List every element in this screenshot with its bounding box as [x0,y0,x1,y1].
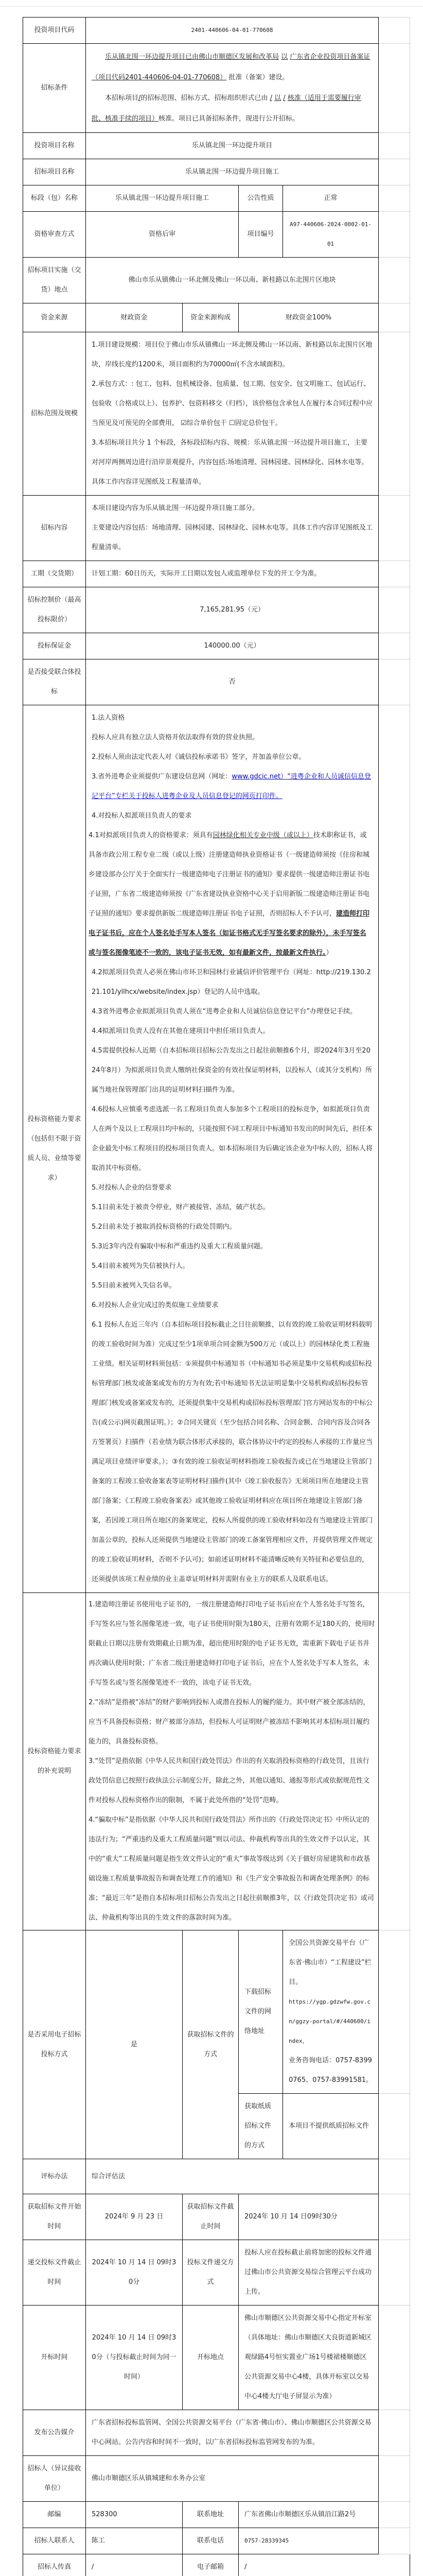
composition-value: 财政资金100% [239,303,379,332]
place-value: 佛山市顺德区公共资源交易中心指定开标室（具体地址：佛山市顺德区大良街道新城区观绿路4号恒实置业广场1号楼裙楼顺德区公共资源交易中心4楼，具体开标室以交易中心4楼大厅电子屏显示为准） [239,2306,379,2410]
row-control-price [23,587,410,633]
label: 是否接受联合体投标 [23,659,86,705]
row-electronic-download [23,1930,410,2094]
row-qualification-supplement [23,1593,410,1930]
download-value: 全国公共资源交易平台（广东省·佛山市）“工程建设”栏目。 https://ygp.gdzwfw.gov.cn/ggzy-portal/#/440600/index， 业务咨询电话：0757-83990765、0757-83991581。 [283,1930,379,2094]
label: 招标人传真 [23,2554,86,2576]
row-tenderer-contact [23,2528,410,2554]
label: 获取招标文件开始时间 [23,2194,86,2240]
value: 1.法人资格 投标人应具有独立法人资格并依法取得有效的营业执照。 2.投标人须由法定代表人对《诚信投标承诺书》签字，并加盖单位公章。 3.省外进粤企业须提供广东建设信息网（网址：www.gdcic.net）“进粤企业和人员诚信信息登记平台”专栏关于投标人进粤企业及人员信息登记的网页打印件。 4.对投标人拟派项目负责人的要求 4.1对拟派项目负责人的资格要求：须具有园林绿化相关专业中级（或以上）技术职称证书，或具备市政公用工程专业二级（或以上级）注册建造师执业资格证书（一级建造师须按《住房和城乡建设部办公厅关于全面实行一级建造师电子注册证书的通知》要求提供一级建造师注册证书电子证照，广东省二级建造师须按《广东省建设执业资格中心关于启用新版二级建造师注册证书电子证照的通知》要求提供新版二级建造师注册证书电子证照，否则招标人不予认可，建造师打印电子证书后，应在个人签名处手写本人签名（如证书格式无手写签名要求的除外），未手写签名或与签名图像笔迹不一致的，该电子证书无效，如有最新文件，按最新文件执行。） 4.2拟派项目负责人必须在佛山市环卫和园林行业诚信评价管理平台（网址：http://219.130.221.101/yllhcx/website/index.jsp）登记的人员中选取。 4.3省外进粤企业拟派项目负责人须在“进粤企业和人员诚信信息登记平台”办理登记手续。 4.4拟派项目负责人没有在其他在建项目中担任项目负责人。 4.5需提供投标人近期（自本招标项目招标公告发出之日起往前顺推6个月，即2024年3月至2024年8月）为拟派项目负责人缴纳社保资金的有效社保证明材料，以投标人（或其分支机构）所属当地社保管理部门出具的证明材料扫描件为准。 4.6投标人应慎重考虑选派一名工程项目负责人参加多个工程项目的投标竞争，如拟派项目负责人在两个及以上工程项目均中标的，只能按照不同工程项目中标通知书发出的时间先后，担任本企业最先中标工程项目的投标项目负责人。如本招标项目为后确定该企业为中标人的，招标人将取消其中标资格。 5.对投标人企业的信誉要求 5.1目前未处于被责令停业，财产被接管、冻结，破产状态。 5.2目前未处于被取消投标资格的行政处罚期内。 5.3近3年内没有骗取中标和严重违约及重大工程质量问题。 5.4目前未被列为失信被执行人。 5.5目前未被列入失信名单。 6.对投标人企业完成过的类似施工业绩要求 6.1 投标人在近三年内（自本招标项目投标截止之日往前顺推，以有效的竣工验收证明材料载明的竣工验收时间为准）完成过至少1项单项合同金额为500万元（或以上）的园林绿化类工程施工业绩。相关证明材料须包括：①须提供中标通知书（中标通知书必须是集中交易机构或招标投标管理部门核发或备案或发布的方为有效;若中标通知书无法证明是集中交易机构或招标投标管理部门核发或备案或发布的，还须提供集中交易机构或招标投标管理部门官方网站发布的中标公告(或公示)网页截图证明。）；②合同关键页（至少包括合同名称、合同金额、合同内容及合同各方签署页）扫描件（若业绩为联合体形式承接的，联合体协议中约定的投标人承接的工作量应当满足项目业绩评审要求。）；③有效的竣工验收证明材料指竣工验收报告或已在当地建设主管部门备案的工程竣工验收备案表等证明材料扫描件(其中《竣工验收报告》无须项目所在地建设主管部门备案；《工程竣工验收备案表》或其他竣工验收证明材料应在项目所在地建设主管部门备案，若因竣工项目所在地区的备案规定，投标人所提供的竣工验收材料如没有当地建设主管部门加盖公章的，投标人还须提供当地建设主管部门的竣工备案管理相应文件，并提供管理文件规定的竣工验收证明材料，否则不予认可)；如前述证明材料不能清晰反映有关特征和必要信息的，还须提供该项工程业绩的业主盖章证明材料并需附有业主方的联系人及联系电话。 [86,705,379,1593]
row-bid-bond [23,633,410,659]
paper-value: 本项目不提供纸质招标文件 [283,2094,379,2159]
label: 招标内容 [23,496,86,561]
value: 1.项目建设规模：项目位于佛山市乐从镇佛山一环北侧及佛山一环以南、新桂路以东北围片区地块，岸线长度约1200米，项目面积约为70000㎡(不含水域面积)。 2.承包方式：: 包工、包料、包机械设备、包质量、包工期、包安全、包文明施工、包试运行、包验收（合格或以上）、包养护、包资料移交（归档），该价格包含承包人在履行本合同过程中应当预见及可预见的全部费用， ☑综合单价包干 ☐固定总价包干。 3.本招标项目共分 1 个标段，各标段招标内容、规模：乐从镇北围一环边提升项目施工，主要对河岸两侧周边进行沿岸景观提升，内容包括:场地清理、园林园建、园林绿化、园林水电等。具体工作内容详见图纸及工程量清单。 [86,332,379,496]
label: 是否采用电子招标投标方式 [23,1930,86,2159]
row-tenderer-postcode [23,2502,410,2528]
value: / [86,2554,183,2576]
label: 投资项目名称 [23,133,86,159]
value: 综合评估法 [86,2159,379,2194]
label: 投标资格能力要求的补充说明 [23,1593,86,1930]
label: 标段（包）名称 [23,185,86,212]
phone-label: 联系电话 [183,2528,239,2554]
value: 2024年 9 月 23 日 [86,2194,183,2240]
row-tenderer [23,2456,410,2502]
gdcic-link[interactable]: www.gdcic.net）“进粤企业和人员诚信信息登记平台”专栏关于投标人进粤企业及人员信息登记的网页打印件。 [92,773,371,800]
row-consortium [23,659,410,705]
addr-value: 广东省佛山市顺德区乐从镇沿江路2号 [239,2502,379,2528]
value: 乐从镇北围一环边提升项目 [86,133,379,159]
row-funding [23,303,410,332]
value: 财政资金 [86,303,183,332]
portal-url[interactable]: https://ygp.gdzwfw.gov.cn/ggzy-portal/#/440600/index， [289,1998,371,2044]
label: 评标办法 [23,2159,86,2194]
label: 开标时间 [23,2306,86,2410]
nature-value: 正常 [283,185,379,212]
label: 招标条件 [23,44,86,133]
value: 本项目建设内容为乐从镇北围一环边提升项目施工部分。 主要建设内容包括：场地清理、园林园建、园林绿化、园林水电等。具体工作内容详见图纸及工程量清单。 [86,496,379,561]
label: 资金来源 [23,303,86,332]
row-opening [23,2306,410,2410]
value: 1.建造师注册证书使用电子证书的，一级注册建造师打印电子证书后应在个人签名处手写签名，手写签名应与签名图像笔迹一致，电子证书使用时限为180天，注册有效期不足180天的，使用时限截止日期以注册有效期截止日期为准，超出使用时限的电子证书无效，需重新下载电子证书并再次确认使用时限；广东省二级注册建造师打印电子证书后，应在个人签名处手写本人签名，未手写签名或与签名图像笔迹不一致的，该电子证书无效。 2.“冻结”是指被“冻结”的财产影响到投标人或潜在投标人的履约能力。其中财产被全部冻结的，应当不具备投标资格；财产被部分冻结，但投标人可证明财产被冻结不影响其对本招标项目履约能力的，具备投标资格。 3.“处罚”是指依据《中华人民共和国行政处罚法》作出的有关取消投标资格的行政处罚，且该行政处罚信息已按照行政执法公示制度公开，除此之外，其他以通知、通报等形式或依据规范性文件对投标人投标资格作出的限制，不属于此处所指的“处罚”范畴。 4.“骗取中标”是指依据《中华人民共和国行政处罚法》所作出的《行政处罚决定书》中所认定的违法行为；“严重违约及重大工程质量问题”则以司法、仲裁机构等出具的生效文件予以认定，其中的“重大”工程质量问题是指生效文件认定的“重大”事故等级达到《关于做好房屋建筑和市政基础设施工程质量事故报告和调查处理工作的通知》和《生产安全事故报告和调查处理条例》的标准；“最近三年”是指自本招标项目招标公告发出之日起往前顺推3年，以《行政处罚决定书》或司法、仲裁机构等出具的生效文件的落款时间为准。 [86,1593,379,1930]
row-tender-condition [23,44,410,133]
value: 乐从镇北围一环边提升项目已由佛山市顺德区发展和改革局 以 广东省企业投资项目备案证（项目代码2401-440606-04-01-770608） 批准（备案）建设。 本招标项目/的招标范围、招标方式、招标组织形式已由 / 以 / 核准（适用于需要履行审批、核准手续的项目）核准。项目已具备招标条件，现进行公开招标。 [86,44,379,133]
value: 2024年 10 月 14 日 09时30分（与投标截止时间为同一时间） [86,2306,183,2410]
email-label: 电子邮箱 [183,2554,239,2576]
value: 乐从镇北围一环边提升项目施工 [86,185,239,212]
tender-announcement-table-wrapper [23,17,410,2576]
value: 7,165,281.95（元） [86,587,379,633]
label: 投标保证金 [23,633,86,659]
label: 工期（交货期） [23,561,86,587]
value: 否 [86,659,379,705]
end-value: 2024年 10 月 14 日09时30分 [239,2194,379,2240]
label: 招标项目名称 [23,159,86,185]
row-obtain-time [23,2194,410,2240]
unit-price-checkbox: ☑综合单价包干 [181,419,227,427]
addr-label: 联系地址 [183,2502,239,2528]
download-label: 下载招标文件的网络地址 [239,1930,283,2094]
value: 佛山市顺德区乐从镇城建和水务办公室 [86,2456,379,2502]
value: 计划工期：60日历天，实际开工日期以发包人或监理单位下发的开工令为准。 [86,561,379,587]
value: 2024年 10 月 14 日 09时30分 [86,2240,183,2306]
label: 邮编 [23,2502,86,2528]
obtain-label: 获取招标文件的方式 [183,1930,239,2159]
value: 佛山市乐从镇佛山一环北侧及佛山一环以南、新桂路以东北围片区地块 [86,258,379,303]
label: 递交投标文件截止时间 [23,2240,86,2306]
end-label: 获取招标文件截止时间 [183,2194,239,2240]
label: 招标项目实施（交货）地点 [23,258,86,303]
top-divider [0,6,423,7]
row-period [23,561,410,587]
label: 投资项目代码 [23,18,86,44]
row-tenderer-fax [23,2554,410,2576]
row-submit [23,2240,410,2306]
tender-announcement-table [23,17,410,2576]
row-tender-project-name [23,159,410,185]
place-label: 开标地点 [183,2306,239,2410]
value: 乐从镇北围一环边提升项目施工 [86,159,379,185]
label: 投标资格能力要求（包括但不限于资质人员、业绩等要求） [23,705,86,1593]
project-no-value: A97-440606-2024-0002-01-01 [283,212,379,258]
label: 招标范围及规模 [23,332,86,496]
value: 140000.00（元） [86,633,379,659]
email-value: / [239,2554,410,2576]
value: 广东省招标投标监管网、全国公共资源交易平台（广东省·佛山市）、佛山市顺德区公共资源交易中心网站。公告内容和时间不一致时，以广东省招标投标监管网发布的为准。 [86,2410,379,2456]
project-no-label: 项目编号 [239,212,283,258]
nature-label: 公告性质 [239,185,283,212]
row-section-name [23,185,410,212]
paper-label: 获取纸质招标文件的方式 [239,2094,283,2159]
row-qualification [23,705,410,1593]
row-qualification-review [23,212,410,258]
label: 招标控制价（最高投标限价） [23,587,86,633]
value: 528300 [86,2502,183,2528]
row-evaluation [23,2159,410,2194]
value: 资格后审 [86,212,239,258]
label: 招标人联系人 [23,2528,86,2554]
label: 资格审查方式 [23,212,86,258]
label: 发布公告媒介 [23,2410,86,2456]
row-investment-project-name [23,133,410,159]
label: 招标人（异议接收单位） [23,2456,86,2502]
value: 是 [86,1930,183,2159]
row-location [23,258,410,303]
composition-label: 资金来源构成 [183,303,239,332]
value: 2401-440606-04-01-770608 [86,18,379,44]
method-label: 投标文件递交方式 [183,2240,239,2306]
phone-value: 0757-28339345 [239,2528,379,2554]
row-scope [23,332,410,496]
fixed-price-checkbox: ☐固定总价包干。 [229,419,282,427]
row-project-code [23,18,410,44]
value: 陈工 [86,2528,183,2554]
row-content [23,496,410,561]
row-media [23,2410,410,2456]
method-value: 投标人应在投标截止前将加密的投标文件通过佛山市公共资源交易综合管理云平台成功上传。 [239,2240,379,2306]
